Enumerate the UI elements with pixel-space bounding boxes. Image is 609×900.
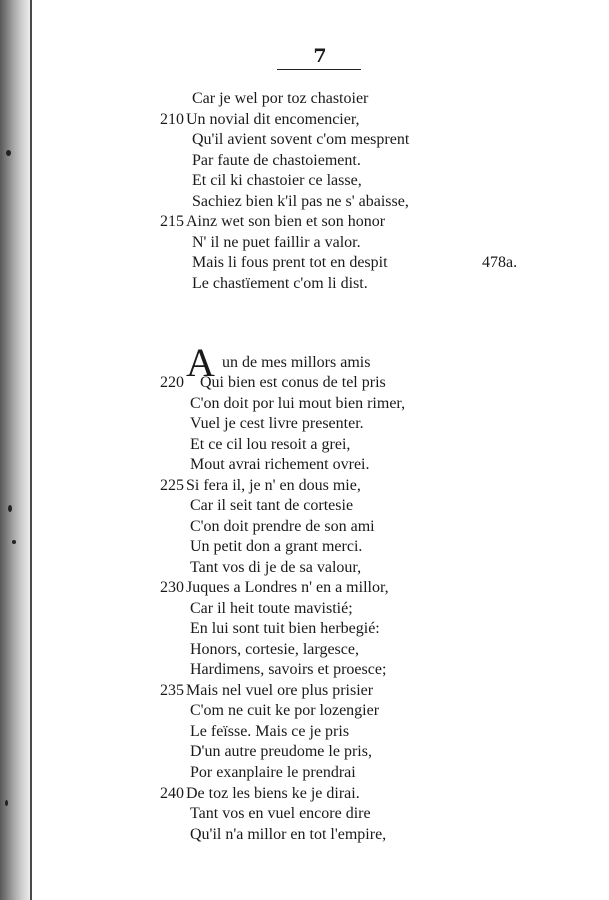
verse-line: C'on doit por lui mout bien rimer, xyxy=(190,395,406,412)
verse-line: un de mes millors amis xyxy=(222,354,371,371)
verse-line: Un novial dit encomencier, xyxy=(186,111,360,128)
verse-line: De toz les biens ke je dirai. xyxy=(186,785,360,802)
verse-line: En lui sont tuit bien herbegié: xyxy=(190,620,380,637)
line-number: 210 xyxy=(160,111,184,128)
binding-gutter xyxy=(0,0,30,900)
verse-line: Par faute de chastoiement. xyxy=(192,152,361,169)
verse-line: Et ce cil lou resoit a grei, xyxy=(190,436,351,453)
verse-line: Qu'il n'a millor en tot l'empire, xyxy=(190,826,387,843)
verse-line: Car il seit tant de cortesie xyxy=(190,497,354,514)
verse-line: Por exanplaire le prendrai xyxy=(190,764,356,781)
line-number: 240 xyxy=(160,785,184,802)
verse-line: Qui bien est conus de tel pris xyxy=(200,374,386,391)
scan-speck xyxy=(6,150,11,156)
verse-line: Mais li fous prent tot en despit xyxy=(192,254,388,271)
drop-cap: A xyxy=(186,340,215,385)
verse-line: Car il heit toute mavistié; xyxy=(190,600,353,617)
verse-line: Un petit don a grant merci. xyxy=(190,538,363,555)
verse-line: Qu'il avient sovent c'om mesprent xyxy=(192,131,410,148)
scan-speck xyxy=(5,800,8,806)
verse-line: Tant vos di je de sa valour, xyxy=(190,559,362,576)
page-number: 7 xyxy=(313,45,327,67)
verse-line: Hardimens, savoirs et proesce; xyxy=(190,661,387,678)
verse-line: Mais nel vuel ore plus prisier xyxy=(186,682,374,699)
verse-line: Ainz wet son bien et son honor xyxy=(186,213,386,230)
verse-line: Tant vos en vuel encore dire xyxy=(190,805,371,822)
verse-line: Sachiez bien k'il pas ne s' abaisse, xyxy=(192,193,409,210)
verse-line: Le feïsse. Mais ce je pris xyxy=(190,723,350,740)
line-number: 215 xyxy=(160,213,184,230)
scan-speck xyxy=(8,505,12,512)
page-number-rule xyxy=(277,69,361,70)
verse-line: C'om ne cuit ke por lozengier xyxy=(190,702,380,719)
verse-line: Car je wel por toz chastoier xyxy=(192,90,369,107)
line-number: 225 xyxy=(160,477,184,494)
verse-line: D'un autre preudome le pris, xyxy=(190,743,372,760)
scan-speck xyxy=(12,540,16,544)
verse-line: Mout avrai richement ovrei. xyxy=(190,456,370,473)
line-number: 230 xyxy=(160,579,184,596)
verse-line: Honors, cortesie, largesce, xyxy=(190,641,359,658)
line-number: 235 xyxy=(160,682,184,699)
verse-line: Si fera il, je n' en dous mie, xyxy=(186,477,361,494)
verse-line: Vuel je cest livre presenter. xyxy=(190,415,364,432)
line-number: 220 xyxy=(160,374,184,391)
verse-line: N' il ne puet faillir a valor. xyxy=(192,234,361,251)
verse-line: C'on doit prendre de son ami xyxy=(190,518,375,535)
verse-line: Le chastïement c'om li dist. xyxy=(192,275,368,292)
verse-line: Juques a Londres n' en a millor, xyxy=(186,579,389,596)
margin-reference: 478a. xyxy=(482,254,518,271)
verse-line: Et cil ki chastoier ce lasse, xyxy=(192,172,362,189)
